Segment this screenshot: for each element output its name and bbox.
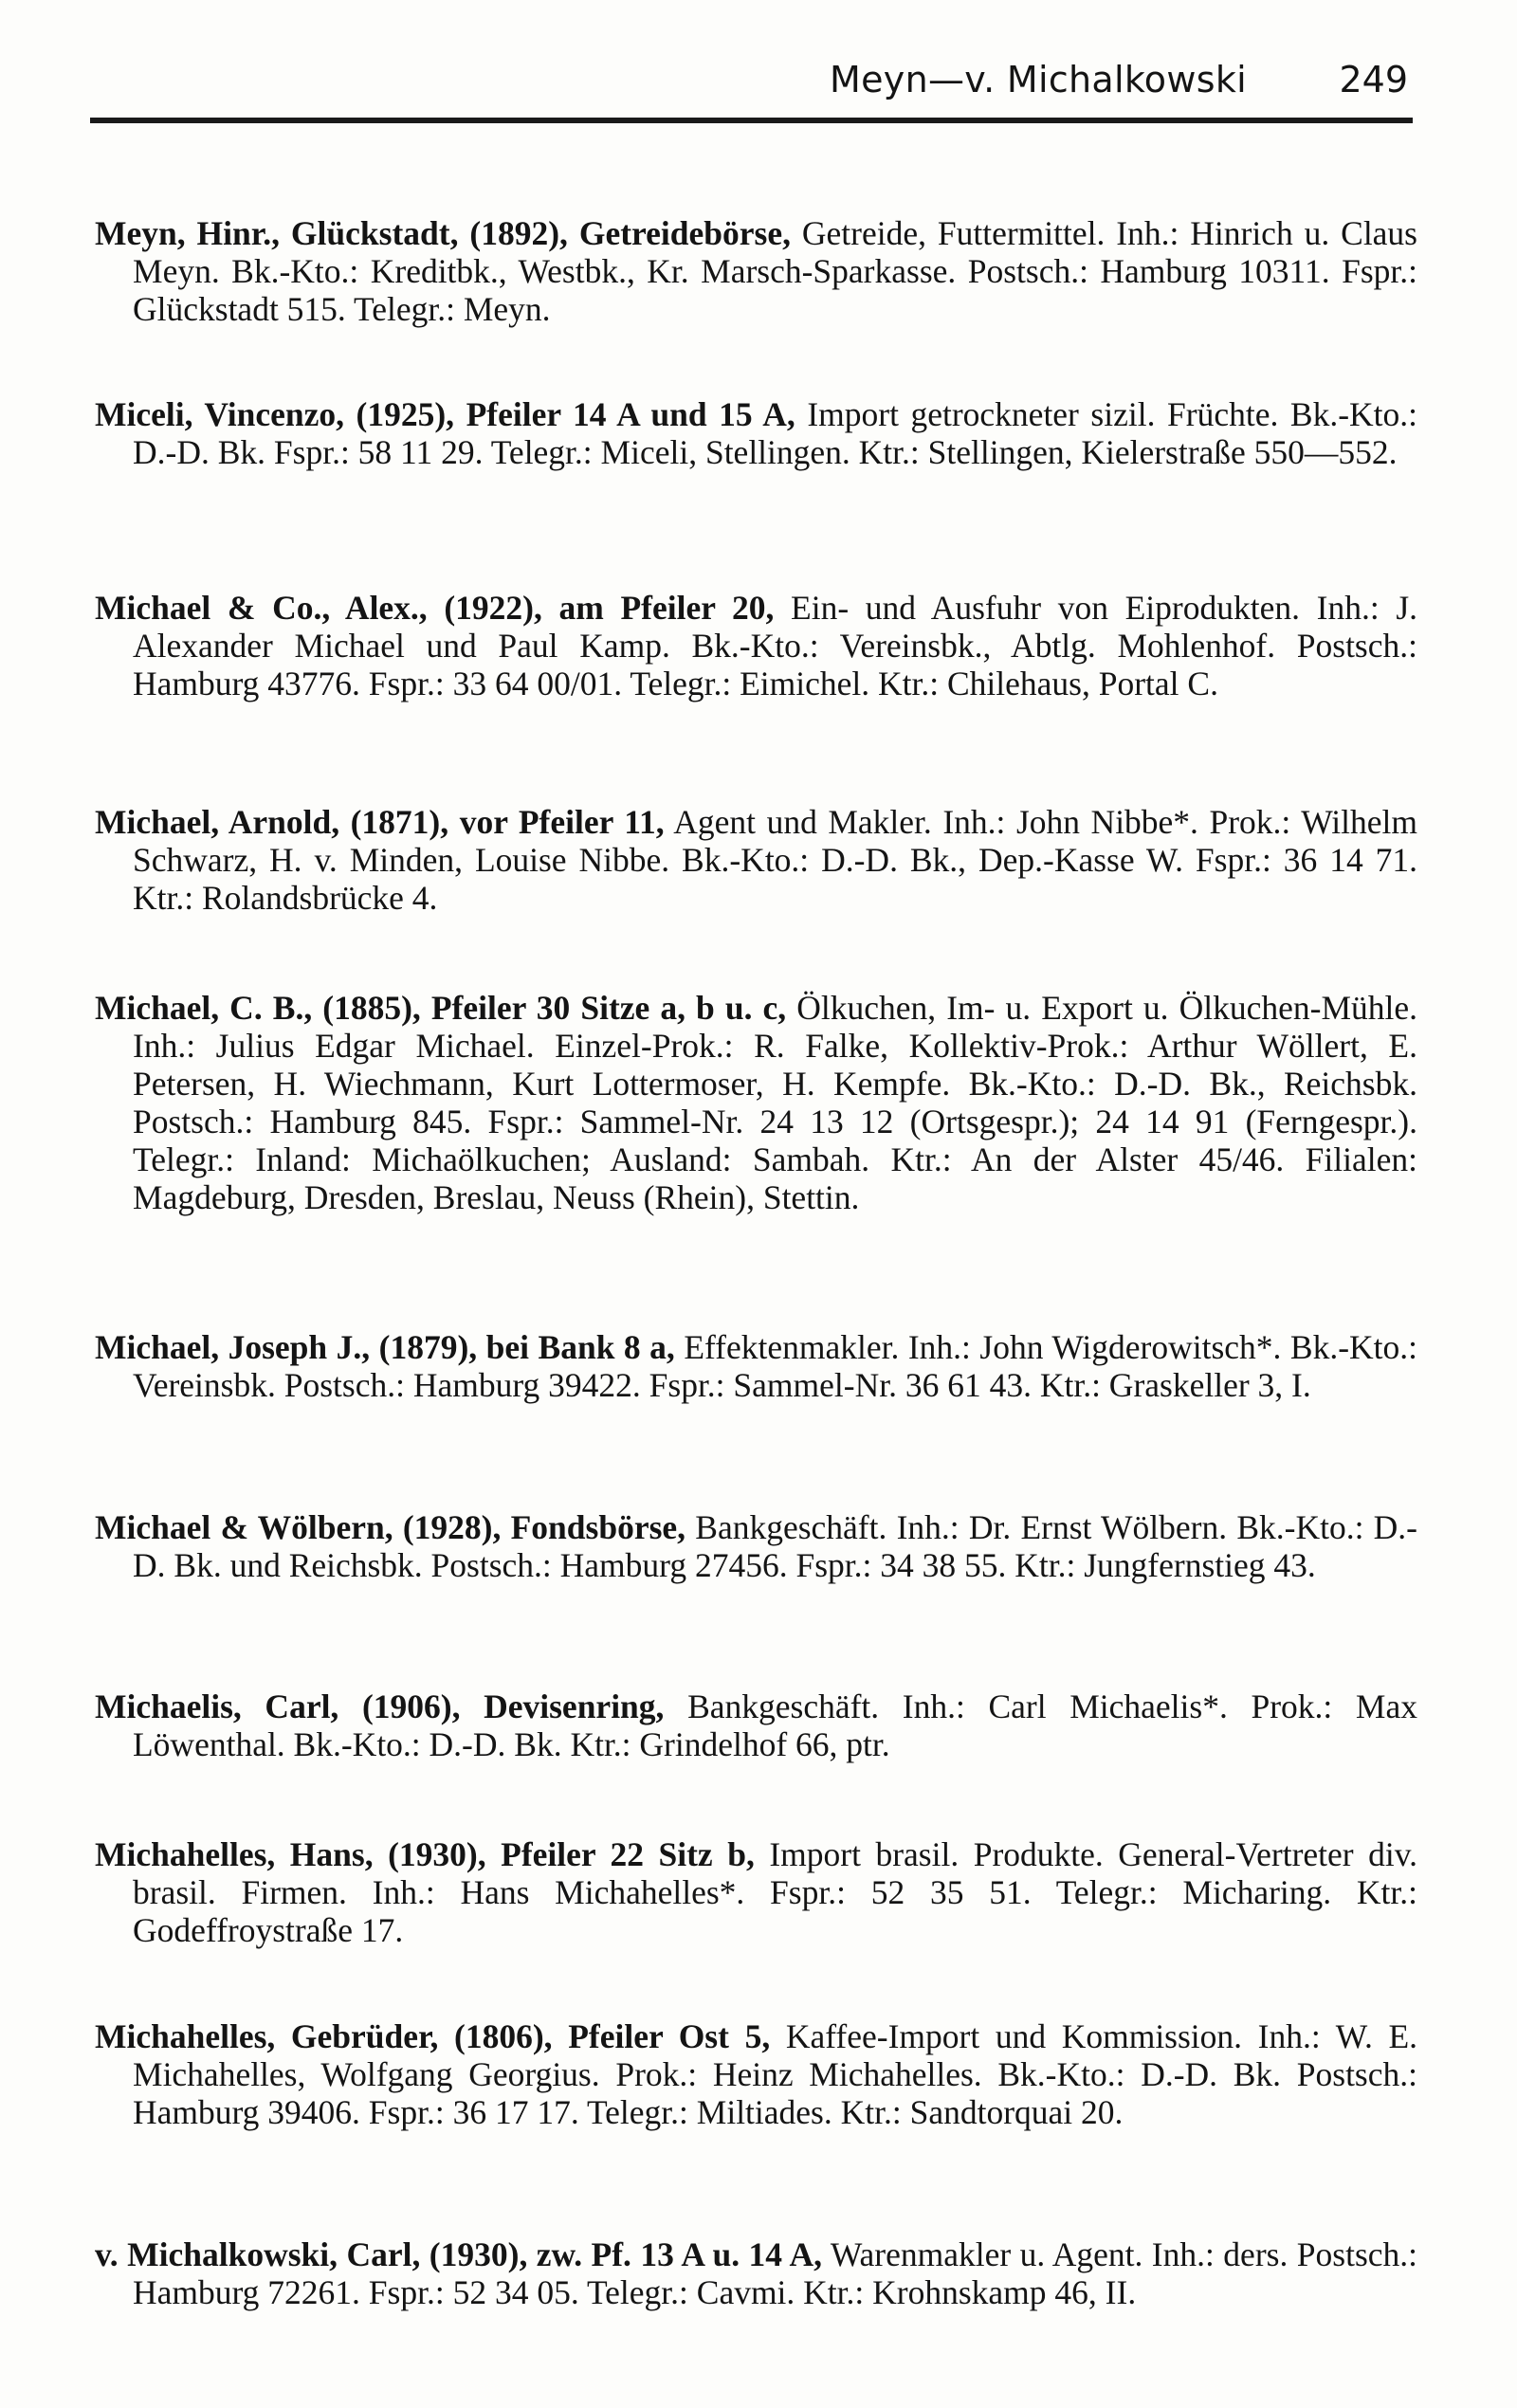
entry-name: Michael, Arnold, (1871), xyxy=(95,802,449,841)
entry-location: am Pfeiler 20, xyxy=(558,588,775,627)
entry-details: Import brasil. Produkte. General-Vertreter div. brasil. Firmen. Inh.: Hans Michahelles*. Fspr.: 52 35 51. Telegr.: Micharing. Ktr.: Godeffroystraße 17. xyxy=(133,1834,1418,1949)
entry-name: Miceli, Vincenzo, (1925), xyxy=(95,394,455,433)
entry-details: Agent und Makler. Inh.: John Nibbe*. Prok.: Wilhelm Schwarz, H. v. Minden, Louise Nibbe. Bk.-Kto.: D.-D. Bk., Dep.-Kasse W. Fspr.: 36 14 71. Ktr.: Rolandsbrücke 4. xyxy=(133,802,1417,917)
entry-details: Effektenmakler. Inh.: John Wigderowitsch*. Bk.-Kto.: Vereinsbk. Postsch.: Hamburg 39422. Fspr.: Sammel-Nr. 36 61 43. Ktr.: Graskeller 3, I. xyxy=(133,1327,1418,1404)
entry-name: v. Michalkowski, Carl, (1930), xyxy=(95,2235,528,2273)
entry-location: Pfeiler 14 A und 15 A, xyxy=(466,394,795,433)
entry-name: Michael, C. B., (1885), xyxy=(95,988,421,1027)
directory-entry xyxy=(95,1687,1417,1763)
directory-entry xyxy=(95,1835,1417,1949)
entry-name: Michaelis, Carl, (1906), xyxy=(95,1687,461,1725)
entry-name: Michahelles, Hans, (1930), xyxy=(95,1834,486,1873)
entry-details: Warenmakler u. Agent. Inh.: ders. Postsch.: Hamburg 72261. Fspr.: 52 34 05. Telegr.: Cavmi. Ktr.: Krohnskamp 46, II. xyxy=(133,2235,1418,2311)
entry-details: Bankgeschäft. Inh.: Carl Michaelis*. Prok.: Max Löwenthal. Bk.-Kto.: D.-D. Bk. Ktr.: Grindelhof 66, ptr. xyxy=(133,1687,1417,1763)
entry-location: zw. Pf. 13 A u. 14 A, xyxy=(536,2235,823,2273)
directory-entry xyxy=(95,395,1417,471)
directory-entry xyxy=(95,803,1417,917)
entry-location: Pfeiler 30 Sitze a, b u. c, xyxy=(430,988,787,1027)
page-number: 249 xyxy=(1339,59,1408,100)
directory-entry xyxy=(95,589,1417,702)
directory-entry xyxy=(95,1328,1417,1404)
entry-location: vor Pfeiler 11, xyxy=(459,802,665,841)
directory-entry xyxy=(95,2017,1417,2131)
directory-entry xyxy=(95,2235,1417,2311)
running-head-title: Meyn—v. Michalkowski xyxy=(830,59,1247,100)
entry-location: bei Bank 8 a, xyxy=(485,1327,675,1366)
entry-name: Michael & Wölbern, (1928), xyxy=(95,1507,502,1546)
entry-name: Michael & Co., Alex., (1922), xyxy=(95,588,542,627)
entry-name: Michahelles, Gebrüder, (1806), xyxy=(95,2016,553,2055)
entry-location: Pfeiler Ost 5, xyxy=(568,2016,771,2055)
entry-location: Devisenring, xyxy=(484,1687,665,1725)
entry-details: Import getrockneter sizil. Früchte. Bk.-Kto.: D.-D. Bk. Fspr.: 58 11 29. Telegr.: Miceli, Stellingen. Ktr.: Stellingen, Kielerstraße 550—552. xyxy=(133,394,1418,471)
entry-name: Meyn, Hinr., Glückstadt, (1892), xyxy=(95,213,568,252)
running-head xyxy=(90,59,1408,106)
entry-location: Pfeiler 22 Sitz b, xyxy=(501,1834,755,1873)
entry-location: Fondsbörse, xyxy=(510,1507,686,1546)
directory-entry xyxy=(95,1508,1417,1584)
directory-entry xyxy=(95,989,1417,1216)
entry-details: Kaffee-Import und Kommission. Inh.: W. E. Michahelles, Wolfgang Georgius. Prok.: Heinz Michahelles. Bk.-Kto.: D.-D. Bk. Postsch.: Hamburg 39406. Fspr.: 36 17 17. Telegr.: Miltiades. Ktr.: Sandtorquai 20. xyxy=(133,2016,1418,2131)
entry-name: Michael, Joseph J., (1879), xyxy=(95,1327,478,1366)
entry-details: Bankgeschäft. Inh.: Dr. Ernst Wölbern. Bk.-Kto.: D.-D. Bk. und Reichsbk. Postsch.: Hamburg 27456. Fspr.: 34 38 55. Ktr.: Jungfernstieg 43. xyxy=(133,1507,1417,1584)
directory-entry xyxy=(95,214,1417,328)
entry-location: Getreidebörse, xyxy=(578,213,791,252)
entry-details: Ein- und Ausfuhr von Eiprodukten. Inh.: J. Alexander Michael und Paul Kamp. Bk.-Kto.: Vereinsbk., Abtlg. Mohlenhof. Postsch.: Hamburg 43776. Fspr.: 33 64 00/01. Telegr.: Eimichel. Ktr.: Chilehaus, Portal C. xyxy=(133,588,1418,702)
header-rule xyxy=(90,118,1413,123)
entry-details: Getreide, Futtermittel. Inh.: Hinrich u. Claus Meyn. Bk.-Kto.: Kreditbk., Westbk., Kr. Marsch-Sparkasse. Postsch.: Hamburg 10311. Fspr.: Glückstadt 515. Telegr.: Meyn. xyxy=(133,213,1418,328)
entry-details: Ölkuchen, Im- u. Export u. Ölkuchen-Mühle. Inh.: Julius Edgar Michael. Einzel-Prok.: R. Falke, Kollektiv-Prok.: Arthur Wöllert, E. Petersen, H. Wiechmann, Kurt Lottermoser, H. Kempfe. Bk.-Kto.: D.-D. Bk., Reichsbk. Postsch.: Hamburg 845. Fspr.: Sammel-Nr. 24 13 12 (Ortsgespr.); 24 14 91 (Ferngespr.). Telegr.: Inland: Michaölkuchen; Ausland: Sambah. Ktr.: An der Alster 45/46. Filialen: Magdeburg, Dresden, Breslau, Neuss (Rhein), Stettin. xyxy=(133,988,1418,1216)
